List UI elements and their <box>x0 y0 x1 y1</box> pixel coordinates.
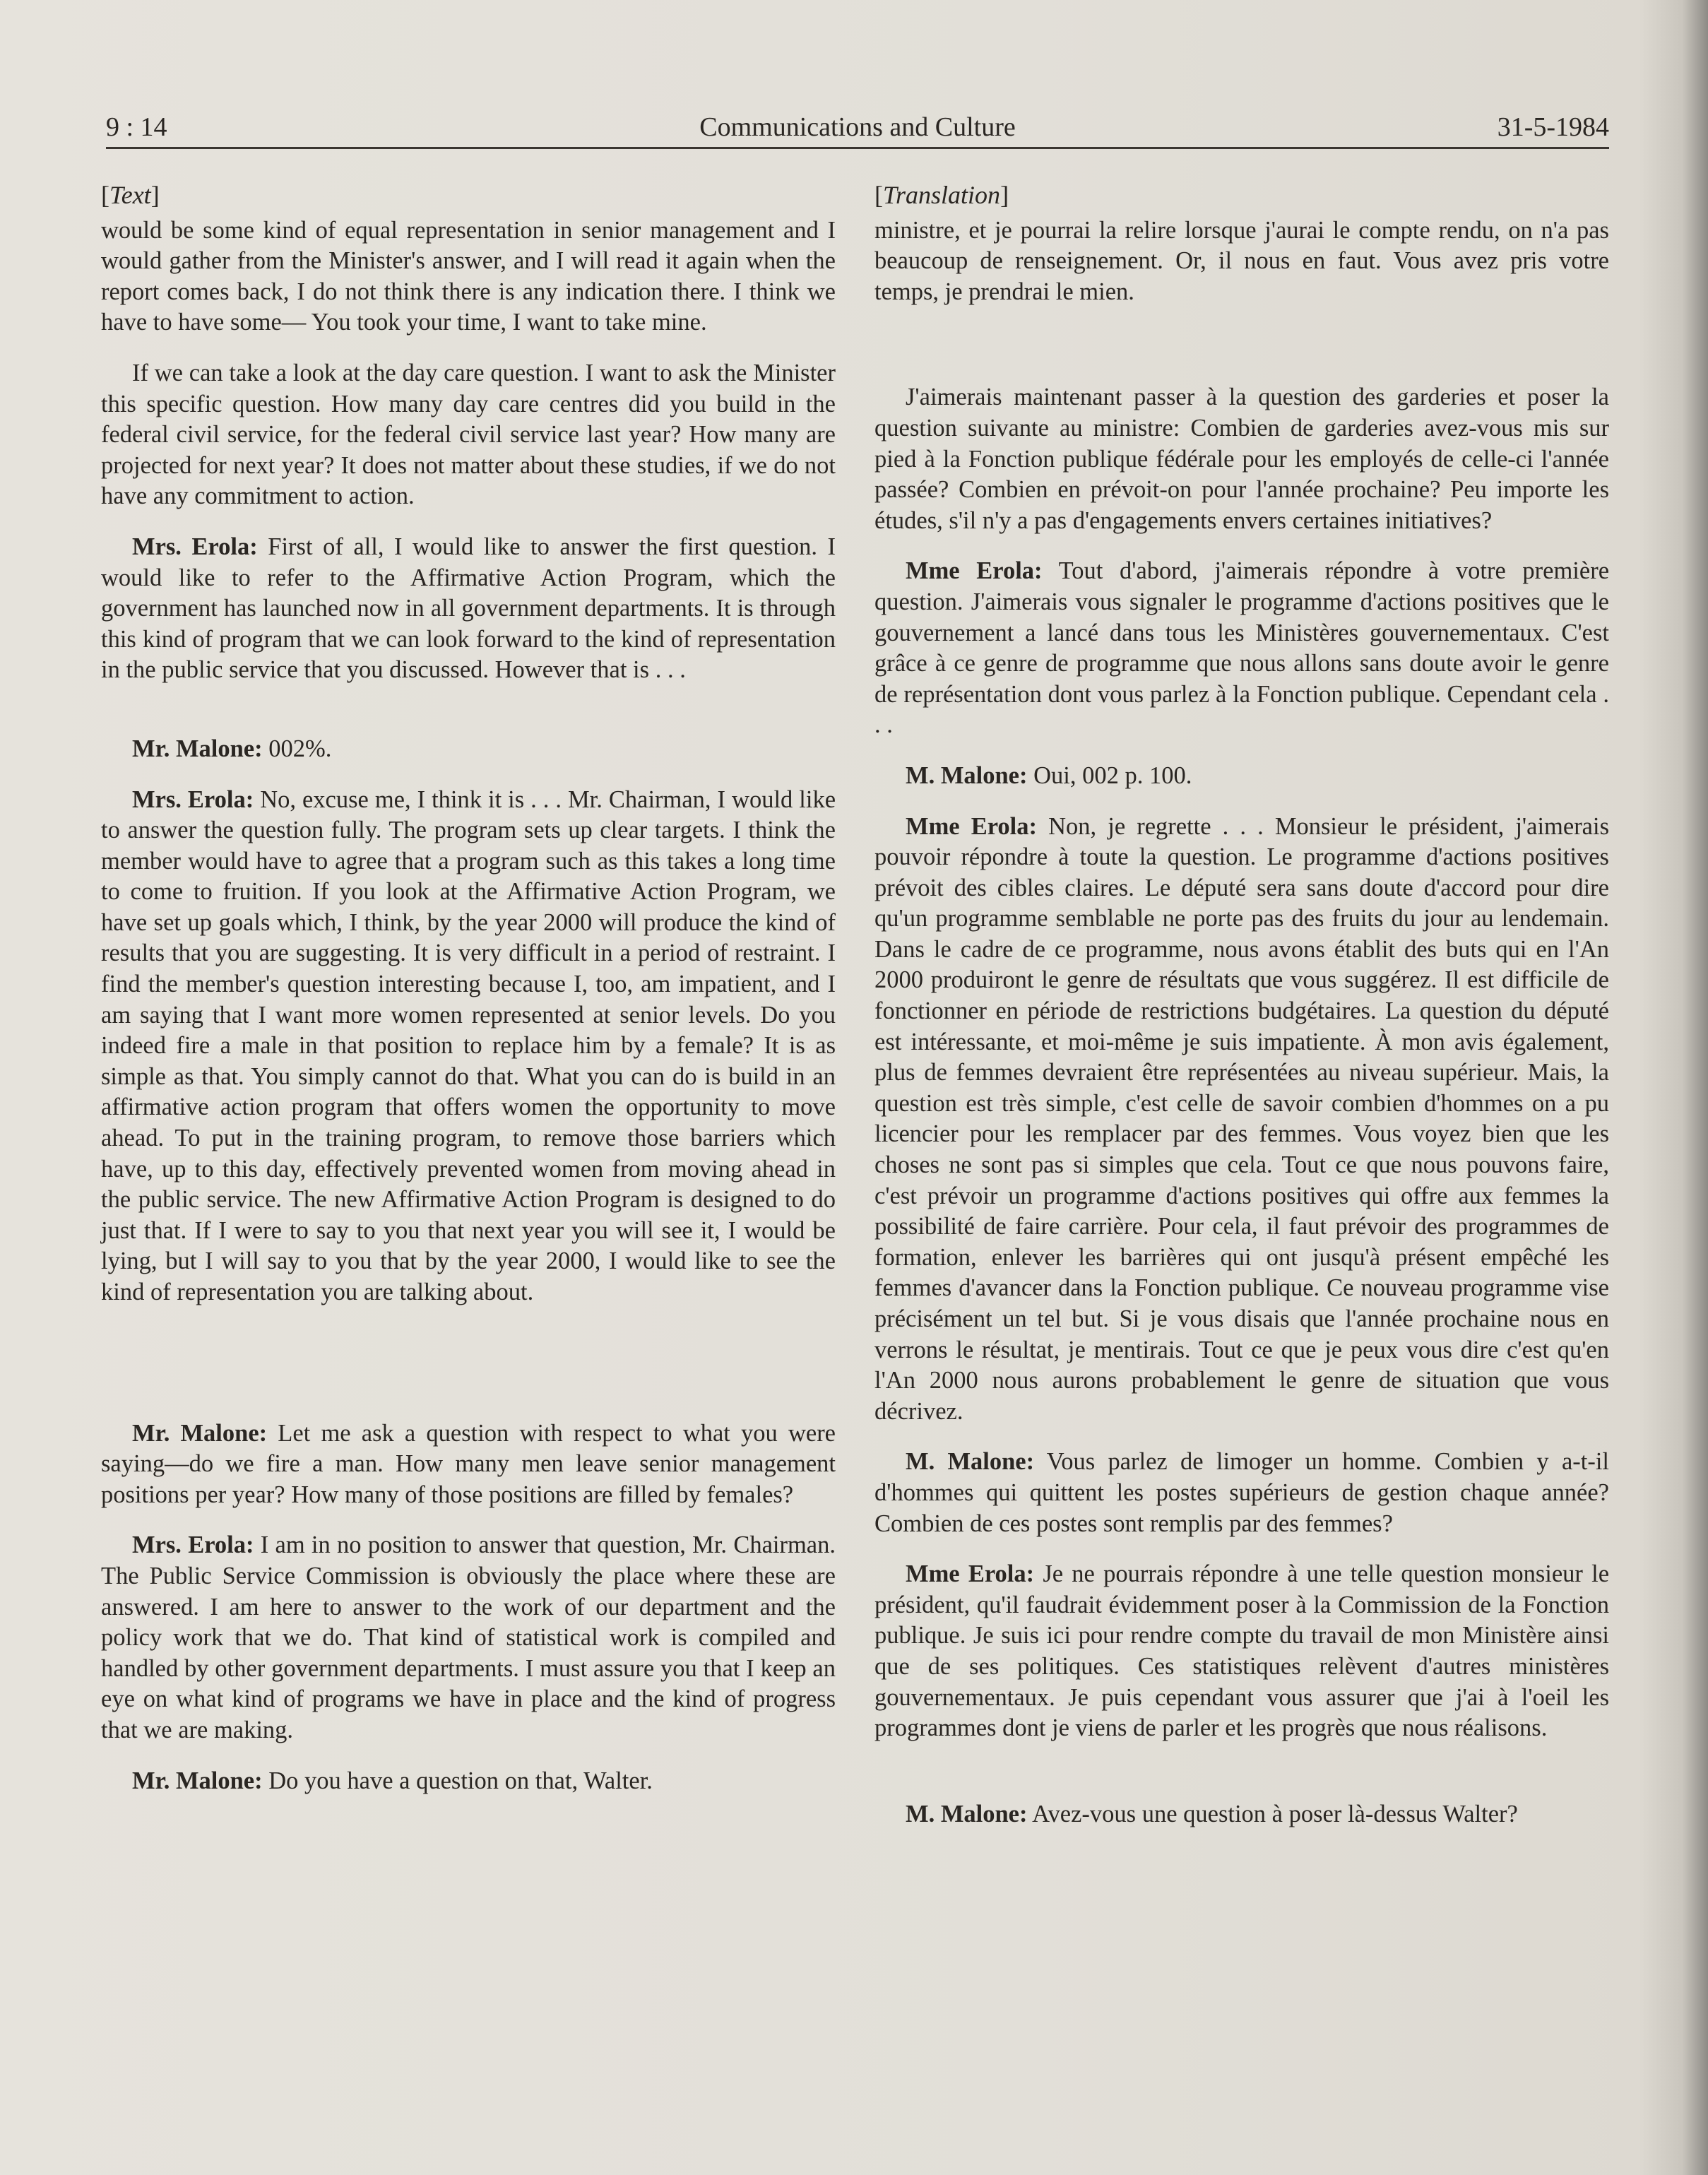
paragraph: Mrs. Erola: I am in no position to answer that question, Mr. Chairman. The Public Service Commission is obviously the place where these are answered. I am here to answer to the work of our department and the policy work that we do. That kind of statistical work is compiled and handled by other government departments. I must assure you that I keep an eye on what kind of programs we have in place and the kind of progress that we are making. <box>101 1531 836 1743</box>
paragraph: M. Malone: Vous parlez de limoger un homme. Combien y a-t-il d'hommes qui quittent les postes supérieurs de gestion chaque année? Combien de ces postes sont remplis par des femmes? <box>874 1448 1609 1537</box>
translation-label: [Translation] <box>874 181 1009 209</box>
paragraph: Mr. Malone: Do you have a question on that, Walter. <box>132 1767 653 1794</box>
spacer <box>101 1328 836 1418</box>
page-number: 9 : 14 <box>106 112 167 142</box>
paragraph: would be some kind of equal representation in senior management and I would gather from the Minister's answer, and I will read it again when the report comes back, I do not think there is any indication there. I think we have to have some— You took your time, I want to take mine. <box>101 216 836 336</box>
speaker-name: Mme Erola: <box>906 812 1037 840</box>
paragraph: Mme Erola: Tout d'abord, j'aimerais répondre à votre première question. J'aimerais vous signaler le programme d'actions positives que le gouvernement a lancé dans tous les Ministères gouvernementaux. C'est grâce à ce genre de programme que nous allons sans doute avoir le genre de représentation dont vous parlez à la Fonction publique. Cependant cela . . . <box>874 557 1610 739</box>
paragraph: If we can take a look at the day care question. I want to ask the Minister this specific question. How many day care centres did you build in the federal civil service, for the federal civil service last year? How many are projected for next year? It does not matter about these studies, if we do not have any commitment to action. <box>101 359 836 510</box>
paragraph: Mr. Malone: Let me ask a question with respect to what you were saying—do we fire a man. How many men leave senior management positions per year? How many of those positions are filled by females? <box>101 1419 836 1508</box>
paragraph: M. Malone: Avez-vous une question à poser là-dessus Walter? <box>906 1800 1518 1827</box>
paragraph: Mrs. Erola: First of all, I would like to answer the first question. I would like to refer to the Affirmative Action Program, which the government has launched now in all government departments. It is through this kind of program that we can look forward to the kind of representation in the public service that you discussed. However that is . . . <box>101 533 836 684</box>
header-rule <box>106 147 1609 149</box>
sitting-date: 31-5-1984 <box>1497 112 1609 142</box>
speaker-name: Mr. Malone: <box>132 1767 263 1794</box>
speaker-name: Mr. Malone: <box>132 1419 268 1447</box>
speaker-name: M. Malone: <box>906 1800 1028 1827</box>
running-title: Communications and Culture <box>699 112 1016 142</box>
spacer <box>874 327 1609 382</box>
paragraph: Mrs. Erola: No, excuse me, I think it is . . . Mr. Chairman, I would like to answer the question fully. The program sets up clear targets. I think the member would have to agree that a program such as this takes a long time to come to fruition. If you look at the Affirmative Action Program, we have set up goals which, I think, by the year 2000 will produce the kind of results that you are suggesting. It is very difficult in a period of restraint. I find the member's question interesting because I, too, am impatient, and I am saying that I want more women represented at senior levels. Do you indeed fire a male in that position to replace him by a female? It is as simple as that. You simply cannot do that. What you can do is build in an affirmative action program that offers women the opportunity to move ahead. To put in the training program, to remove those barriers which have, up to this day, effectively prevented women from moving ahead in the public service. The new Affirmative Action Program is designed to do just that. If I were to say to you that next year you will see it, I would be lying, but I will say to you that by the year 2000, I would like to see the kind of representation you are talking about. <box>101 786 836 1305</box>
speaker-name: Mr. Malone: <box>132 735 263 762</box>
paragraph: Mme Erola: Je ne pourrais répondre à une telle question monsieur le président, qu'il faudrait évidemment poser à la Commission de la Fonction publique. Je suis ici pour rendre compte du travail de mon Ministère ainsi que de ses politiques. Ces statistiques relèvent d'autres ministères gouvernementaux. Je puis cependant vous assurer que j'ai à l'oeil les programmes dont je viens de parler et les progrès que nous réalisons. <box>874 1560 1610 1742</box>
speaker-name: M. Malone: <box>906 1448 1035 1476</box>
spacer <box>101 706 836 734</box>
paragraph: Mme Erola: Non, je regrette . . . Monsieur le président, j'aimerais pouvoir répondre à toute la question. Le programme d'actions positives prévoit des cibles claires. Le député sera sans doute d'accord pour dire qu'un programme semblable ne porte pas des fruits du jour au lendemain. Dans le cadre de ce programme, nous avons établit des buts qui en l'An 2000 produiront le genre de résultats que vous suggérez. Il est difficile de fonctionner en période de restrictions budgétaires. La question du député est intéressante, et moi-même je suis impatiente. À mon avis également, plus de femmes devraient être représentées au niveau supérieur. Mais, la question est très simple, c'est celle de savoir combien d'hommes on a pu licencier pour les remplacer par des femmes. Vous voyez bien que les choses ne sont pas si simples que cela. Tout ce que nous pouvons faire, c'est prévoir un programme d'actions positives qui offre aux femmes la possibilité de faire carrière. Pour cela, il faut prévoir des programmes de formation, enlever les barrières qui ont jusqu'à présent empêché les femmes d'avancer dans la Fonction publique. Ce nouveau programme vise précisément un tel but. Si je vous disais que l'année prochaine nous en verrons le résultat, je mentirais. Tout ce que je peux vous dire c'est qu'en l'An 2000 nous aurons probablement le genre de situation que vous décrivez. <box>874 812 1610 1425</box>
speaker-name: Mrs. Erola: <box>132 1531 254 1559</box>
french-column <box>874 180 1609 1849</box>
speaker-name: Mme Erola: <box>906 1560 1035 1588</box>
paragraph: ministre, et je pourrai la relire lorsque j'aurai le compte rendu, on n'a pas beaucoup de renseignement. Or, il nous en faut. Vous avez pris votre temps, je prendrai le mien. <box>874 216 1609 305</box>
speaker-name: M. Malone: <box>906 761 1028 789</box>
spacer <box>874 1764 1609 1799</box>
paragraph: Mr. Malone: 002%. <box>132 735 332 762</box>
speaker-name: Mrs. Erola: <box>132 533 258 560</box>
text-label: [Text] <box>101 181 160 209</box>
english-column <box>101 180 836 1816</box>
speaker-name: Mme Erola: <box>906 557 1043 585</box>
page-header <box>106 106 1609 148</box>
speaker-name: Mrs. Erola: <box>132 786 254 813</box>
paragraph: M. Malone: Oui, 002 p. 100. <box>906 761 1192 789</box>
paragraph: J'aimerais maintenant passer à la question des garderies et poser la question suivante au ministre: Combien de garderies avez-vous mis sur pied à la Fonction publique fédérale pour les employés de celle-ci l'année passée? Combien en prévoit-on pour l'année prochaine? Peu importe les études, s'il n'y a pas d'engagements envers certaines initiatives? <box>874 384 1609 534</box>
